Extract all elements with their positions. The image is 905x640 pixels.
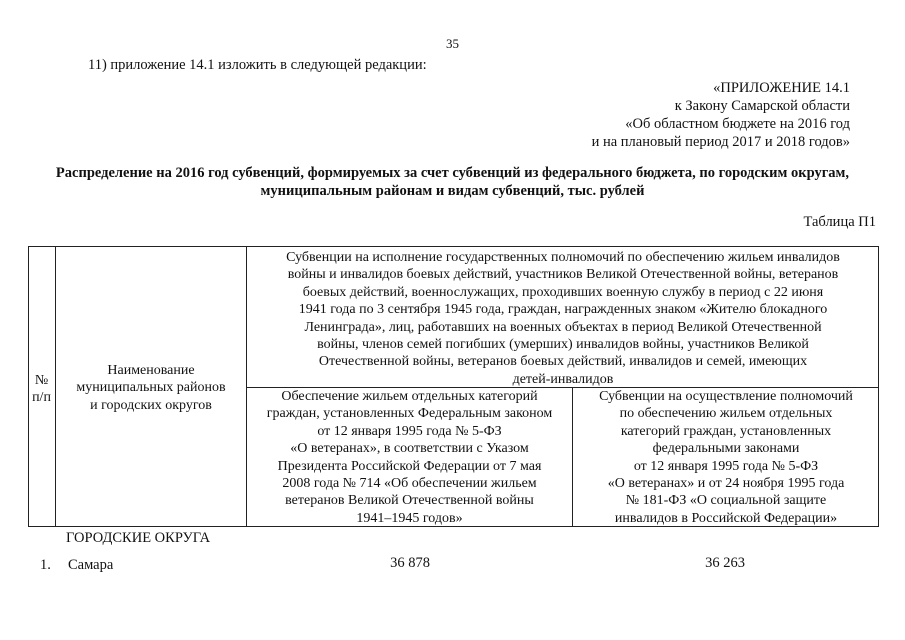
sub-header-disabled: Субвенции на осуществление полномочий по обеспечению жильем отдельных категорий граждан, установленных федеральными законами от 12 января 1995 года № 5-ФЗ «О ветеранах» и от 24 ноября 1995 года № 181-ФЗ «О социальной защите инвалидов в Российской Федерации» — [599, 389, 853, 526]
page-number: 35 — [446, 36, 459, 51]
col-num-header: № п/п — [32, 373, 51, 406]
appendix-line: «Об областном бюджете на 2016 год — [625, 116, 850, 132]
title-line: Распределение на 2016 год субвенций, формируемых за счет субвенций из федерального бюджета, по городским округам, — [55, 165, 850, 181]
appendix-header — [560, 79, 850, 151]
appendix-line: и на плановый период 2017 и 2018 годов» — [591, 134, 850, 150]
table-label: Таблица П1 — [803, 214, 876, 230]
row-number: 1. — [40, 557, 51, 573]
appendix-line: к Закону Самарской области — [674, 98, 850, 114]
intro-text: 11) приложение 14.1 изложить в следующей редакции: — [88, 57, 427, 73]
row-value-disabled: 36 263 — [705, 555, 745, 571]
row-value-veterans: 36 878 — [390, 555, 430, 571]
group-header: Субвенции на исполнение государственных полномочий по обеспечению жильем инвалидов войны и инвалидов боевых действий, участников Великой Отечественной войны, ветеранов боевых действий, военнослужащих, проходивших военную службу в период с 22 июня 1941 года по 3 сентября 1945 года, граждан, награжденных знаком «Жителю блокадного Ленинграда», лиц, работавших на военных объектах в период Великой Отечественной войны, членов семей погибших (умерших) инвалидов войны, участников Великой Отечественной войны, ветеранов боевых действий, инвалидов и семей, имеющих детей-инвалидов — [286, 250, 840, 387]
row-name: Самара — [68, 557, 114, 573]
sub-header-veterans: Обеспечение жильем отдельных категорий граждан, установленных Федеральным законом от 12 января 1995 года № 5-ФЗ «О ветеранах», в соответствии с Указом Президента Российской Федерации от 7 мая 2008 года № 714 «Об обеспечении жильем ветеранов Великой Отечественной войны 1941–1945 годов» — [266, 389, 553, 526]
section-label: ГОРОДСКИЕ ОКРУГА — [66, 530, 211, 546]
document-title — [30, 164, 875, 200]
title-line: муниципальным районам и видам субвенций, тыс. рублей — [260, 183, 645, 199]
col-name-header: Наименование муниципальных районов и городских округов — [76, 363, 226, 413]
appendix-line: «ПРИЛОЖЕНИЕ 14.1 — [713, 80, 850, 96]
